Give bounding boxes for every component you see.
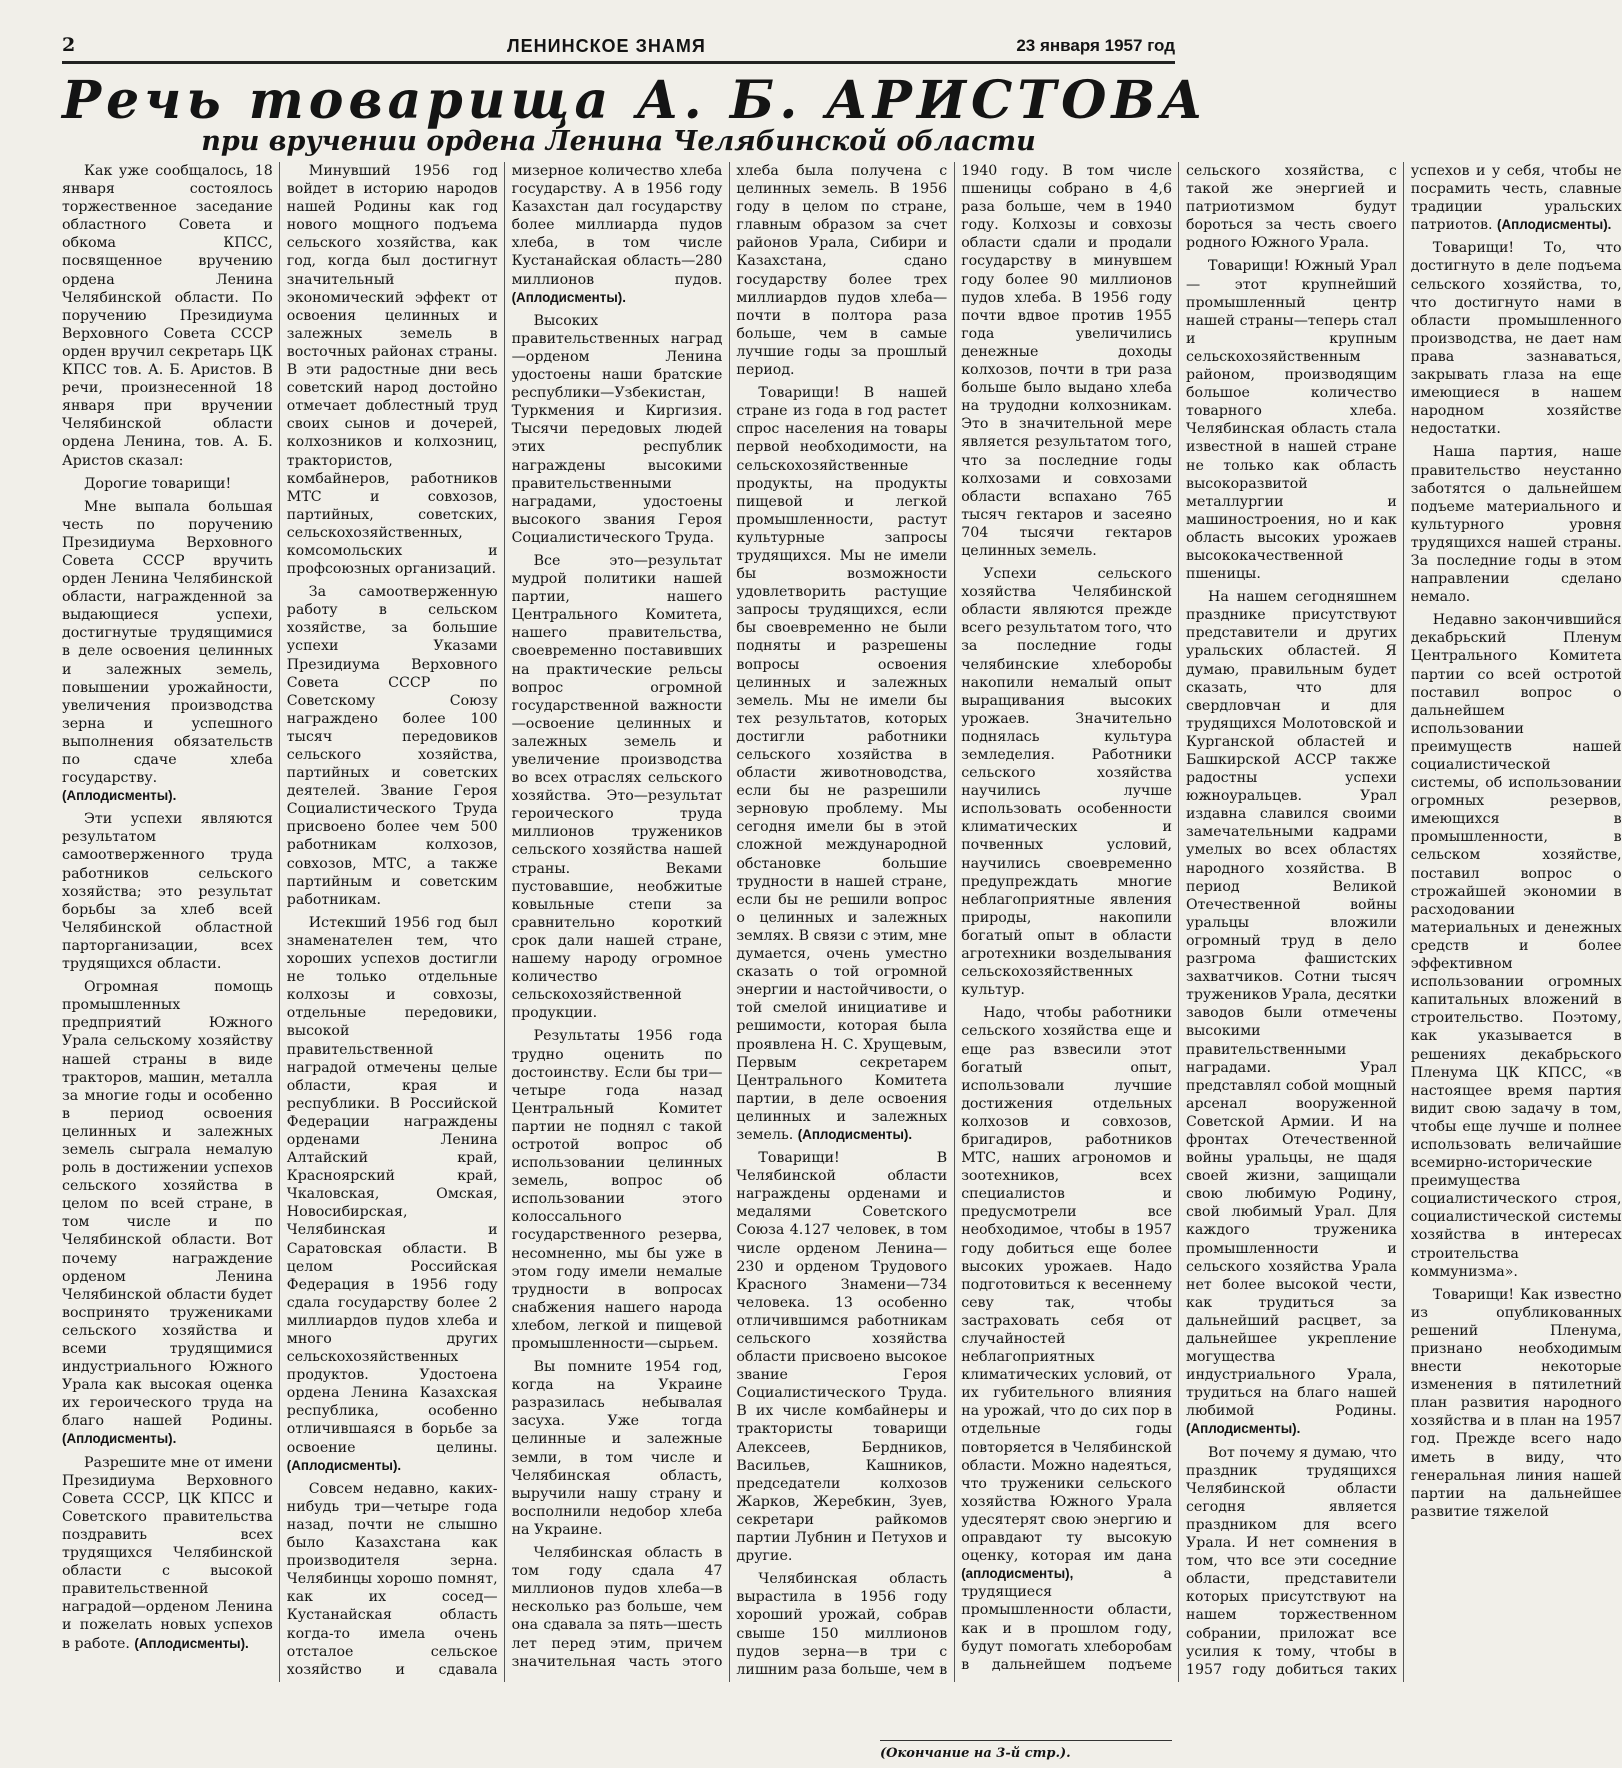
article-paragraph [62, 810, 273, 973]
paragraph-text: Наша партия, наше правительство неустанно заботятся о дальнейшем подъеме материального и культурного уровня трудящихся нашей страны. За последние годы в этом направлении сделано немало. [1410, 444, 1622, 606]
paragraph-text: Товарищи! В Челябинской области награждены орденами и медалями Советского Союза 4.127 человек, в том числе орденом Ленина—230 и орденом Трудового Красного Знамени—734 человека. 13 особенно отличившимся работникам сельского хозяйства области присвоено высокое звание Героя Социалистического Труда. В их числе комбайнеры и трактористы товарищи Алексеев, Бердников, Васильев, Кашников, председатели колхозов Жарков, Жеребкин, Зуев, секретари райкомов партии Лубнин и Петухов и другие. [736, 1150, 948, 1565]
paragraph-text: Товарищи! То, что достигнуто в деле подъема сельского хозяйства, то, что достигнуто нами в области промышленного производства, не дает нам права зазнаваться, закрывать глаза на еще имеющиеся в нашем народном хозяйстве недостатки. [1410, 240, 1622, 438]
paragraph-text: Дорогие товарищи! [84, 475, 232, 492]
applause-note: (Аплодисменты). [134, 1635, 249, 1651]
page-header [62, 34, 1175, 60]
paragraph-text: Вы помните 1954 год, когда на Украине разразилась небывалая засуха. Уже тогда целинные и залежные земли, в том числе и Челябинская область, выручили нашу страну и восполнили недобор хлеба на Украине. [511, 1359, 723, 1538]
article-paragraph [512, 552, 723, 1022]
article-paragraph [1186, 588, 1397, 1438]
applause-note: (Аплодисменты). [286, 1457, 402, 1473]
paragraph-text-tail: а трудящиеся промышленности области, как и в прошлом году, будут помогать хлеборобам в дальнейшем подъеме сельского хозяйства, с такой же энергией и патриотизмом будут бороться за честь своего родного Южного Урала. [961, 163, 1397, 1673]
article-title: Речь товарища А. Б. АРИСТОВА [62, 70, 1208, 131]
newspaper-name: ЛЕНИНСКОЕ ЗНАМЯ [507, 36, 706, 56]
article-paragraph [961, 565, 1172, 999]
paragraph-text: На нашем сегодняшнем празднике присутствуют представители и других уральских областей. Я думаю, правильным будет сказать, что для свердловчан и для трудящихся Молотовской и Курганской областей и Башкирской АССР также радостны успехи южноуральцев. Урал издавна славился своими замечательными кадрами умелых во всех областях народного хозяйства. В период Великой Отечественной войны уральцы вложили огромный труд в дело разгрома фашистских захватчиков. Сотни тысяч тружеников Урала, десятки заводов были отмечены высокими правительственными наградами. Урал представлял собой мощный арсенал вооруженной Советской Армии. И на фронтах Отечественной войны уральцы, не щадя своей жизни, защищали свою любимую Родину, свой любимый Урал. Для каждого труженика промышленности и сельского хозяйства Урала нет более высокой чести, как трудиться за дальнейший расцвет, за дальнейшее укрепление могущества индустриального Урала, трудиться на благо нашей любимой Родины. [1185, 589, 1397, 1420]
applause-note: (Аплодисменты). [511, 289, 626, 305]
paragraph-text: Результаты 1956 года трудно оценить по достоинству. Если бы три—четыре года назад Центральный Комитет партии не поднял с такой остротой вопрос об использовании целинных земель, вопрос об использовании этого колоссального государственного резерва, несомненно, мы бы уже в этом году имели немалые трудности в вопросах снабжения нашего народа хлебом, легкой и пищевой промышленности—сырьем. [511, 1028, 723, 1352]
applause-note: (Аплодисменты). [797, 1126, 913, 1142]
page-number: 2 [62, 34, 76, 56]
paragraph-text: Все это—результат мудрой политики нашей партии, нашего Центрального Комитета, нашего правительства, своевременно поставивших на практические рельсы вопрос огромной государственной важности—освоение целинных и залежных земель и увеличение производства во всех отраслях сельского хозяйства. Это—результат героического труда миллионов тружеников сельского хозяйства нашей страны. Веками пустовавшие, необжитые ковыльные степи за сравнительно короткий срок дали нашей стране, нашему народу огромное количество сельскохозяйственной продукции. [511, 552, 723, 1022]
continuation-note: (Окончание на 3-й стр.). [880, 1740, 1172, 1761]
paragraph-text: Вот почему я думаю, что праздник трудящихся Челябинской области сегодня является праздником для всего Урала. И нет сомнения в том, что все эти соседние области, представители которых присутствуют на нашем торжественном собрании, приложат все усилия к тому, чтобы в 1957 году добиться таких успехов и у себя, чтобы не посрамить честь, славные традиции уральских патриотов. [1185, 163, 1622, 1678]
applause-note: (Аплодисменты). [1497, 217, 1612, 233]
article-paragraph [1411, 611, 1622, 1280]
paragraph-text: Истекший 1956 год был знаменателен тем, что хороших успехов достигли не только отдельные колхозы и совхозы, отдельные передовики, высокой правительственной наградой отмечены целые области, края и республики. В Российской Федерации награждены орденами Ленина Алтайский край, Красноярский край, Чкаловская, Омская, Новосибирская, Челябинская и Саратовская области. В целом Российская Федерация в 1956 году сдала государству более 2 миллиардов пудов хлеба и много других сельскохозяйственных продуктов. Удостоена ордена Ленина Казахская республика, особенно отличившаяся в борьбе за освоение целины. [286, 914, 498, 1456]
article-paragraph [736, 384, 947, 1144]
article-paragraph [62, 475, 273, 493]
article-body [62, 162, 1622, 1682]
article-paragraph [512, 312, 723, 547]
paragraph-text: За самоотверженную работу в сельском хозяйстве, за большие успехи Указами Президиума Верховного Совета СССР по Советскому Союзу награждено более 100 тысяч передовиков сельского хозяйства, партийных и советских деятелей. Звание Героя Социалистического Труда присвоено более чем 500 работникам колхозов, совхозов, МТС, а также партийным и советским работникам. [286, 584, 498, 908]
paragraph-text: Товарищи! В нашей стране из года в год растет спрос населения на товары первой необходимости, на сельскохозяйственные продукты, на продукты пищевой и легкой промышленности, растут культурные запросы трудящихся. Мы не имели бы возможности удовлетворить растущие запросы трудящихся, если бы своевременно не были подняты и разрешены вопросы освоения целинных и залежных земель. Мы не имели бы тех результатов, которых достигли работники сельского хозяйства в области животноводства, если бы не разрешили зерновую проблему. Мы сегодня имели бы в этой сложной международной обстановке большие трудности в нашей стране, если бы не решили вопрос о целинных и залежных землях. В связи с этим, мне думается, очень уместно сказать о той огромной энергии и настойчивости, о той смелой инициативе и решимости, которая была проявлена Н. С. Хрущевым, Первым секретарем Центрального Комитета партии, в деле освоения целинных и залежных земель. [736, 385, 948, 1143]
paragraph-text: Высоких правительственных наград—орденом Ленина удостоены наши братские республики—Узбекистан, Туркмения и Киргизия. Тысячи передовых людей этих республик награждены высокими правительственными наградами, удостоены высокого звания Героя Социалистического Труда. [511, 312, 723, 546]
paragraph-text: Совсем недавно, каких-нибудь три—четыре года назад, почти не слышно было Казахстана как производителя зерна. Челябинцы хорошо помнят, как их сосед—Кустанайская область когда-то имела очень отсталое сельское хозяйство и сдавала мизерное количество хлеба государству. А в 1956 году Казахстан дал государству более миллиарда пудов хлеба, в том числе Кустанайская область—280 миллионов пудов. [286, 163, 723, 1678]
paragraph-text: Успехи сельского хозяйства Челябинской области являются прежде всего результатом того, что за последние годы челябинские хлеборобы накопили немалый опыт выращивания высоких урожаев. Значительно поднялась культура земледелия. Работники сельского хозяйства научились лучше использовать особенности климатических и почвенных условий, научились своевременно предупреждать многие неблагоприятные явления природы, накопили богатый опыт в области агротехники возделывания сельскохозяйственных культур. [961, 566, 1172, 999]
applause-note: (аплодисменты), [961, 1566, 1074, 1582]
article-paragraph [62, 498, 273, 806]
article-paragraph [1411, 1286, 1622, 1521]
paragraph-text: Товарищи! Как известно из опубликованных решений Пленума, признано необходимым внести некоторые изменения в пятилетний план развития народного хозяйства и в план на 1957 год. Прежде всего надо иметь в виду, что генеральная линия нашей партии на дальнейшее развитие тяжелой [1410, 1286, 1622, 1520]
article-paragraph [1411, 443, 1622, 606]
header-rule [62, 61, 1175, 64]
applause-note: (Аплодисменты). [62, 788, 177, 804]
issue-date: 23 января 1957 год [1016, 36, 1175, 55]
article-subtitle: при вручении ордена Ленина Челябинской области [201, 126, 1036, 157]
paragraph-text: Мне выпала большая честь по поручению Президиума Верховного Совета СССР вручить орден Ленина Челябинской области, награжденной за выдающиеся успехи, достигнутые трудящимися в деле освоения целинных и залежных земель, повышении урожайности, увеличения производства зерна и успешного выполнения обязательств по сдаче хлеба государству. [62, 498, 273, 787]
paragraph-text: Товарищи! Южный Урал — этот крупнейший промышленный центр нашей страны—теперь стал и крупным сельскохозяйственным районом, производящим большое количество товарного хлеба. Челябинская область стала известной в нашей стране не только как область высокоразвитой металлургии и машиностроения, но и как область высоких урожаев высококачественной пшеницы. [1185, 258, 1397, 583]
article-paragraph [287, 914, 498, 1475]
article-paragraph [512, 1027, 723, 1353]
article-paragraph [1411, 239, 1622, 438]
applause-note: (Аплодисменты). [62, 1431, 177, 1447]
paragraph-text: Надо, чтобы работники сельского хозяйства еще и еще раз взвесили этот богатый опыт, использовали лучшие достижения отдельных колхозов и совхозов, бригадиров, работников МТС, наших агрономов и зоотехников, всех специалистов и предусмотрели все необходимое, чтобы в 1957 году добиться еще более высоких урожаев. Надо подготовиться к весеннему севу так, чтобы застраховать себя от случайностей неблагоприятных климатических условий, от их губительного влияния на урожай, что до сих пор в отдельные годы повторяется в Челябинской области. Можно надеяться, что труженики сельского хозяйства Южного Урала удесятерят свою энергию и оправдают ту высокую оценку, которая им дана [961, 1005, 1172, 1565]
paragraph-text: Как уже сообщалось, 18 января состоялось торжественное заседание областного Совета и обкома КПСС, посвященное вручению ордена Ленина Челябинской области. По поручению Президиума Верховного Совета СССР орден вручил секретарь ЦК КПСС тов. А. Б. Аристов. В речи, произнесенной 18 января при вручении Челябинской области ордена Ленина, тов. А. Б. Аристов сказал: [62, 163, 273, 469]
paragraph-text: Минувший 1956 год войдет в историю народов нашей Родины как год нового мощного подъема сельского хозяйства, как год, когда был достигнут значительный экономический эффект от освоения целинных и залежных земель в восточных районах страны. В эти радостные дни весь советский народ достойно отмечает доблестный труд своих сынов и дочерей, колхозников и колхозниц, трактористов, комбайнеров, работников МТС и совхозов, партийных, советских, сельскохозяйственных, комсомольских и профсоюзных организаций. [286, 163, 498, 578]
article-paragraph [1186, 257, 1397, 583]
paragraph-text: Челябинская область вырастила в 1956 году хороший урожай, собрав свыше 150 миллионов пудов зерна—в три с лишним раза больше, чем в 1940 году. В том числе пшеницы собрано в 4,6 раза больше, чем в 1940 году. Колхозы и совхозы области сдали и продали государству в минувшем году более 90 миллионов пудов хлеба. В 1956 году почти вдвое против 1955 года увеличились денежные доходы колхозов, почти в три раза больше было выдано хлеба на трудодни колхозникам. Это в значительной мере является результатом того, что за последние годы колхозами и совхозами области вспахано 765 тысяч гектаров и засеяно 704 тысячи гектаров целинных земель. [736, 163, 1172, 1678]
paragraph-text: Недавно закончившийся декабрьский Пленум Центрального Комитета партии со всей остротой поставил вопрос о дальнейшем использовании преимуществ нашей социалистической системы, об использовании огромных резервов, имеющихся в промышленности, в сельском хозяйстве, поставил вопрос о строжайшей экономии в расходовании материальных и денежных средств и более эффективном использовании огромных капитальных вложений в строительство. Поэтому, как указывается в решениях декабрьского Пленума ЦК КПСС, «в настоящее время партия видит свою задачу в том, чтобы еще лучше и полнее использовать величайшие всемирно-исторические преимущества социалистического строя, социалистической системы хозяйства в интересах строительства коммунизма». [1410, 612, 1622, 1280]
article-paragraph [62, 978, 273, 1448]
article-paragraph [62, 1454, 273, 1653]
article-paragraph [62, 162, 273, 470]
paragraph-text: Эти успехи являются результатом самоотверженного труда работников сельского хозяйства; это результат борьбы за хлеб всей Челябинской областной парторганизации, всех трудящихся области. [62, 811, 273, 973]
applause-note: (Аплодисменты). [1185, 1421, 1301, 1437]
paragraph-text: Разрешите мне от имени Президиума Верховного Совета СССР, ЦК КПСС и Советского правительства поздравить всех трудящихся Челябинской области с высокой правительственной наградой—орденом Ленина и пожелать новых успехов в работе. [62, 1454, 273, 1652]
article-paragraph [512, 1358, 723, 1539]
paragraph-text: Челябинская область в том году сдала 47 миллионов пудов хлеба—в несколько раз больше, чем она сдавала за пять—шесть лет перед этим, причем значительная часть этого хлеба была получена с целинных земель. В 1956 году в целом по стране, главным образом за счет районов Урала, Сибири и Казахстана, сдано государству более трех миллиардов пудов хлеба—почти в полтора раза больше, чем в самые лучшие годы за прошлый период. [511, 163, 948, 1670]
paragraph-text: Огромная помощь промышленных предприятий Южного Урала сельскому хозяйству нашей страны в виде тракторов, машин, металла за многие годы и особенно в период освоения целинных и залежных земель сыграла немалую роль в достижении успехов сельского хозяйства в целом по всей стране, в том числе и по Челябинской области. Вот почему награждение орденом Ленина Челябинской области будет воспринято тружениками сельского хозяйства и всеми трудящимися индустриального Южного Урала как высокая оценка их героического труда на благо нашей Родины. [62, 979, 273, 1430]
article-paragraph [736, 1149, 947, 1565]
article-paragraph [287, 583, 498, 909]
article-paragraph [287, 162, 498, 578]
